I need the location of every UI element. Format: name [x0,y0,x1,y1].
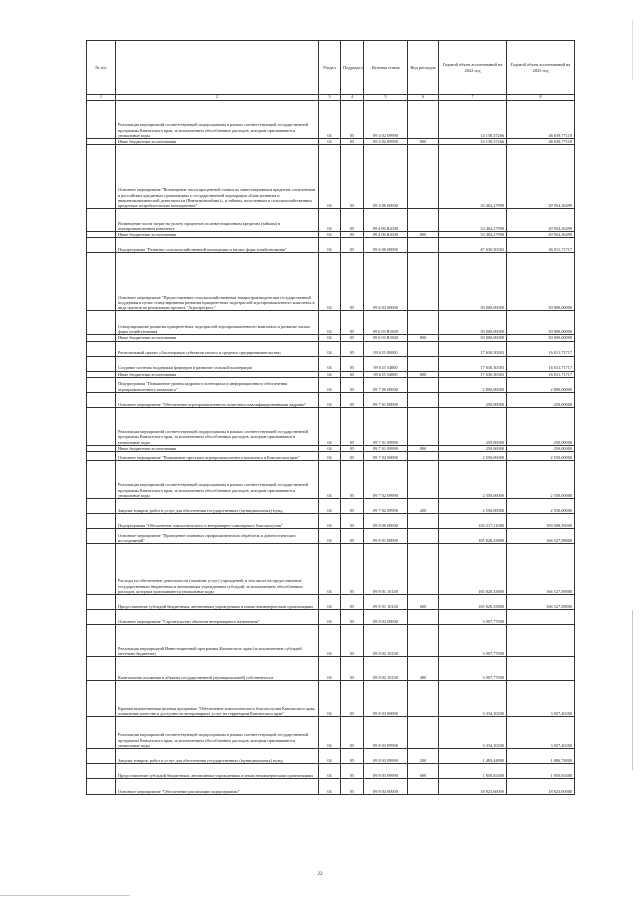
cell-razdel: 04 [319,544,341,595]
header-name [116,41,319,95]
cell-podrazdel: 05 [341,764,364,779]
cell-2022: 17 630,30303 [439,341,507,356]
cell-2023: 250,00000 [507,392,575,407]
cell-2023: 29 954,16499 [507,145,575,209]
cell-podrazdel: 05 [341,625,364,657]
cell-num [87,499,116,514]
cell-name: Иные бюджетные ассигнования [116,139,319,145]
cell-razdel: 04 [319,145,341,209]
cell-podrazdel: 05 [341,749,364,764]
cell-num [87,356,116,371]
cell-vr: 600 [408,764,439,779]
cell-razdel: 04 [319,610,341,625]
column-number: 1 [87,95,116,101]
cell-2022: 3 907,77000 [439,657,507,681]
cell-2022: 33 404,27999 [439,232,507,238]
cell-vr [408,610,439,625]
cell-2022: 18 823,60000 [439,779,507,795]
cell-num [87,101,116,139]
cell-razdel: 04 [319,209,341,232]
cell-razdel: 04 [319,445,341,451]
cell-name: Основное мероприятие "Строительство объектов ветеринарного назначения" [116,610,319,625]
table-row [87,139,575,145]
cell-podrazdel: 05 [341,717,364,749]
cell-name: Основное мероприятие "Предоставление сельскохозяйственным товаропроизводителям государственной поддержки в целях стимулирования развития приоритетных подотраслей агропромышленного комплекса в виде грантов на реализацию проекта "Агропрогресс" [116,253,319,311]
cell-name: Реализация мероприятий Инвестиционной программы Камчатского края (за исключением субсидий местным бюджетам) [116,625,319,657]
table-row [87,145,575,209]
cell-razdel: 04 [319,717,341,749]
cell-vr [408,717,439,749]
cell-2022: 2 550,00000 [439,452,507,461]
table-row [87,779,575,795]
cell-csr: 09 4 06 00000 [364,145,408,209]
cell-2023: 1 850,65400 [507,764,575,779]
table-row [87,610,575,625]
cell-num [87,407,116,445]
cell-2022: 33 404,27999 [439,209,507,232]
cell-podrazdel: 05 [341,238,364,253]
cell-name: Расходы на обеспечение деятельности (оказание услуг) учреждений, в том числе на предоставление государственным бюджетным и автономным учреждениям субсидий, за исключением обособленных расходов, которым присваиваются уникальные коды [116,544,319,595]
table-row [87,335,575,341]
cell-2022: 14 138,57266 [439,139,507,145]
cell-vr [408,209,439,232]
cell-name: Закупка товаров, работ и услуг для обеспечения государственных (муниципальных) нужд [116,499,319,514]
cell-2022: 165 828,33800 [439,595,507,610]
table-row [87,253,575,311]
cell-razdel: 04 [319,461,341,499]
cell-2023: 250,00000 [507,445,575,451]
table-row [87,445,575,451]
cell-num [87,238,116,253]
cell-num [87,209,116,232]
cell-2022: 2 550,00000 [439,499,507,514]
cell-name: Стимулирование развития приоритетных подотраслей агропромышленного комплекса и развитие малых форм хозяйствования [116,311,319,335]
cell-name: Реализация мероприятий соответствующей подпрограммы в рамках соответствующей государственной программы Камчатского края, за исключением обособленных расходов, которым присваиваются уникальные коды [116,407,319,445]
cell-num [87,595,116,610]
cell-razdel: 04 [319,377,341,392]
header-num: № п/п [87,41,116,95]
cell-vr: 800 [408,445,439,451]
column-number: 7 [439,95,507,101]
table-row [87,514,575,529]
cell-podrazdel: 05 [341,514,364,529]
cell-2022: 1 850,65400 [439,764,507,779]
cell-csr: 09 6 I5 00000 [364,341,408,356]
cell-2023: 166 527,58800 [507,529,575,544]
cell-2022: 165 828,33800 [439,529,507,544]
cell-num [87,311,116,335]
cell-vr [408,145,439,209]
table-header-row [87,41,575,95]
cell-razdel: 04 [319,311,341,335]
table-row [87,657,575,681]
cell-csr: 09 8 04 00000 [364,779,408,795]
cell-name: Создание системы поддержки фермеров и развитие сельской кооперации [116,356,319,371]
cell-num [87,749,116,764]
cell-2022: 250,00000 [439,392,507,407]
cell-2022: 2 800,00000 [439,377,507,392]
cell-num [87,341,116,356]
cell-name: Подпрограмма "Обеспечение эпизоотического и ветеринарно-санитарного благополучия" [116,514,319,529]
cell-razdel: 04 [319,407,341,445]
cell-vr [408,253,439,311]
table-row [87,392,575,407]
cell-podrazdel: 05 [341,335,364,341]
cell-podrazdel: 05 [341,341,364,356]
cell-name: Реализация мероприятий соответствующей подпрограммы в рамках соответствующей государственной программы Камчатского края, за исключением обособленных расходов, которым присваиваются уникальные коды [116,717,319,749]
table-row [87,101,575,139]
table-row [87,595,575,610]
cell-csr: 09 7 02 00000 [364,452,408,461]
cell-num [87,657,116,681]
cell-2023: 16 011,71717 [507,356,575,371]
cell-csr: 09 8 01 00000 [364,529,408,544]
cell-vr: 800 [408,139,439,145]
cell-name: Иные бюджетные ассигнования [116,232,319,238]
cell-2023: 189 008,59000 [507,514,575,529]
cell-podrazdel: 05 [341,657,364,681]
header-2022: Годовой объем ассигнований на 2022 год [439,41,507,95]
table-row [87,311,575,335]
cell-podrazdel: 05 [341,101,364,139]
cell-razdel: 04 [319,529,341,544]
cell-num [87,145,116,209]
column-number: 4 [341,95,364,101]
cell-razdel: 04 [319,253,341,311]
cell-2023: 3 657,40200 [507,681,575,717]
cell-podrazdel: 05 [341,392,364,407]
cell-csr: 09 6 I5 54800 [364,356,408,371]
table-row [87,749,575,764]
cell-2022: 1 483,44800 [439,749,507,764]
cell-name: Предоставление субсидий бюджетным, автономным учреждениям и иным некоммерческим организациям [116,595,319,610]
cell-csr: 09 8 02 00000 [364,610,408,625]
cell-name: Иные бюджетные ассигнования [116,371,319,377]
cell-razdel: 04 [319,238,341,253]
column-number: 2 [116,95,319,101]
cell-csr: 09 8 03 09990 [364,764,408,779]
cell-podrazdel: 05 [341,311,364,335]
cell-razdel: 04 [319,392,341,407]
cell-vr [408,461,439,499]
cell-vr [408,779,439,795]
table-row [87,461,575,499]
cell-2023: 30 000,00000 [507,311,575,335]
table-row [87,681,575,717]
cell-csr: 09 8 03 09990 [364,749,408,764]
cell-podrazdel: 05 [341,356,364,371]
cell-num [87,625,116,657]
cell-2023: 16 011,71717 [507,341,575,356]
cell-num [87,253,116,311]
cell-num [87,717,116,749]
cell-2022: 250,00000 [439,407,507,445]
cell-vr: 800 [408,335,439,341]
cell-csr: 09 7 01 00000 [364,392,408,407]
cell-vr [408,514,439,529]
cell-razdel: 04 [319,657,341,681]
cell-razdel: 04 [319,335,341,341]
column-number: 3 [319,95,341,101]
cell-razdel: 04 [319,764,341,779]
cell-num [87,764,116,779]
cell-podrazdel: 05 [341,544,364,595]
cell-podrazdel: 05 [341,499,364,514]
cell-csr: 09 6 00 00000 [364,238,408,253]
cell-name: Подпрограмма "Повышение уровня кадрового потенциала и информационного обеспечения агропромышленного комплекса" [116,377,319,392]
cell-2023: 30 000,00000 [507,253,575,311]
cell-razdel: 04 [319,101,341,139]
cell-name: Региональный проект «Акселерация субъектов малого и среднего предпринимательства» [116,341,319,356]
cell-csr: 09 8 00 00000 [364,514,408,529]
cell-name: Возмещение части затрат на уплату процентов по инвестиционным кредитам (займам) в агропромышленном комплексе [116,209,319,232]
cell-vr [408,311,439,335]
cell-2023: 29 954,16499 [507,209,575,232]
cell-2022: 47 630,30303 [439,238,507,253]
table-row [87,544,575,595]
column-number: 6 [408,95,439,101]
cell-razdel: 04 [319,341,341,356]
cell-num [87,544,116,595]
cell-2022: 250,00000 [439,445,507,451]
cell-razdel: 04 [319,514,341,529]
scan-edge-mark [632,610,633,770]
header-podrazdel: Подраздел [341,41,364,95]
cell-2023: 46 639,77118 [507,101,575,139]
cell-name: Капитальные вложения в объекты государственной (муниципальной) собственности [116,657,319,681]
cell-name: Предоставление субсидий бюджетным, автономным учреждениям и иным некоммерческим организациям [116,764,319,779]
cell-name: Основное мероприятие "Обеспечение реализации подпрограммы" [116,779,319,795]
table-row [87,407,575,445]
cell-2023: 2 800,00000 [507,377,575,392]
cell-name: Иные бюджетные ассигнования [116,335,319,341]
cell-csr: 09 6 03 R5020 [364,335,408,341]
cell-num [87,779,116,795]
header-vr: Вид расходов [408,41,439,95]
cell-2022: 3 907,77000 [439,610,507,625]
cell-razdel: 04 [319,681,341,717]
cell-vr [408,356,439,371]
cell-podrazdel: 05 [341,595,364,610]
table-row [87,341,575,356]
cell-csr: 09 8 03 00000 [364,681,408,717]
cell-csr: 09 7 00 00000 [364,377,408,392]
cell-2023: 3 657,40200 [507,717,575,749]
cell-2023: 46 639,77118 [507,139,575,145]
cell-vr: 200 [408,749,439,764]
cell-name: Основное мероприятие "Проведение плановых профилактических обработок и диагностических исследований" [116,529,319,544]
table-row [87,764,575,779]
cell-podrazdel: 05 [341,610,364,625]
cell-2023: 16 011,71717 [507,371,575,377]
cell-2023: 2 550,00000 [507,461,575,499]
column-number: 8 [507,95,575,101]
column-number: 5 [364,95,408,101]
cell-csr: 09 8 02 10130 [364,625,408,657]
cell-vr: 200 [408,499,439,514]
cell-vr [408,377,439,392]
cell-2023: 30 000,00000 [507,335,575,341]
cell-2022: 17 630,30303 [439,371,507,377]
scan-edge-mark [632,20,633,80]
cell-csr: 09 4 06 R4330 [364,232,408,238]
table-row [87,232,575,238]
cell-name: Основное мероприятие "Повышение престижа агропромышленного комплекса в Камчатском крае" [116,452,319,461]
cell-vr [408,392,439,407]
cell-2022: 3 334,10200 [439,717,507,749]
cell-razdel: 04 [319,452,341,461]
cell-vr [408,101,439,139]
cell-2022: 30 000,00000 [439,335,507,341]
cell-csr: 09 6 03 R5020 [364,311,408,335]
cell-vr [408,452,439,461]
cell-2023 [507,610,575,625]
cell-razdel: 04 [319,749,341,764]
table-row [87,529,575,544]
cell-vr: 400 [408,657,439,681]
cell-podrazdel: 05 [341,209,364,232]
cell-2022: 192 217,11000 [439,514,507,529]
cell-vr [408,681,439,717]
cell-podrazdel: 05 [341,779,364,795]
cell-2022: 14 138,57266 [439,101,507,139]
table-row [87,499,575,514]
table-row [87,452,575,461]
cell-name: Иные бюджетные ассигнования [116,445,319,451]
cell-name: Основное мероприятие "Обеспечение агропромышленного комплекса квалифицированными кадрами" [116,392,319,407]
cell-razdel: 04 [319,371,341,377]
cell-csr: 09 8 01 10140 [364,544,408,595]
cell-podrazdel: 05 [341,377,364,392]
cell-razdel: 04 [319,232,341,238]
cell-razdel: 04 [319,595,341,610]
header-2023: Годовой объем ассигнований на 2023 год [507,41,575,95]
cell-vr [408,529,439,544]
cell-podrazdel: 05 [341,407,364,445]
cell-razdel: 04 [319,356,341,371]
cell-2023: 1 806,74800 [507,749,575,764]
table-row [87,209,575,232]
cell-name: Краевая ведомственная целевая программа "Обеспечение эпизоотического благополучия Камчатского края, повышение качества и доступности ветеринарных услуг на территории Камчатского края" [116,681,319,717]
cell-vr [408,544,439,595]
cell-vr: 600 [408,595,439,610]
table-row [87,377,575,392]
cell-2022: 2 550,00000 [439,461,507,499]
cell-num [87,681,116,717]
cell-csr: 09 4 02 09990 [364,101,408,139]
cell-podrazdel: 05 [341,681,364,717]
page-number: 22 [317,872,323,877]
cell-2022: 165 828,33800 [439,544,507,595]
scan-edge-mark [0,895,130,896]
cell-2023: 166 527,58800 [507,595,575,610]
cell-csr: 09 6 I5 54800 [364,371,408,377]
cell-2023 [507,625,575,657]
cell-csr: 09 7 01 09990 [364,445,408,451]
cell-num [87,610,116,625]
cell-num [87,377,116,392]
header-csr: Целевая статья [364,41,408,95]
cell-csr: 09 8 01 10140 [364,595,408,610]
cell-vr [408,407,439,445]
cell-razdel: 04 [319,779,341,795]
cell-vr: 800 [408,371,439,377]
cell-name: Подпрограмма "Развитие сельскохозяйственной кооперации и малых форм хозяйствования" [116,238,319,253]
cell-razdel: 04 [319,499,341,514]
table-row [87,625,575,657]
cell-2022: 33 404,27999 [439,145,507,209]
cell-podrazdel: 05 [341,461,364,499]
cell-csr: 09 6 03 00000 [364,253,408,311]
table-row [87,717,575,749]
cell-csr: 09 8 02 10130 [364,657,408,681]
table-row [87,356,575,371]
cell-podrazdel: 05 [341,232,364,238]
cell-name: Реализация мероприятий соответствующей подпрограммы в рамках соответствующей государственной программы Камчатского края, за исключением обособленных расходов, которым присваиваются уникальные коды [116,461,319,499]
cell-2023: 250,00000 [507,407,575,445]
cell-2023 [507,657,575,681]
cell-vr: 800 [408,232,439,238]
cell-name: Реализация мероприятий соответствующей подпрограммы в рамках соответствующей государственной программы Камчатского края, за исключением обособленных расходов, которым присваиваются уникальные коды [116,101,319,139]
cell-2022: 17 630,30303 [439,356,507,371]
cell-2023: 2 550,00000 [507,499,575,514]
cell-num [87,514,116,529]
cell-podrazdel: 05 [341,139,364,145]
cell-2022: 3 907,77000 [439,625,507,657]
cell-name: Основное мероприятие "Возмещение части процентной ставки по инвестиционным кредитам, полученным в российских кредитных организациях и государственной корпорации «Банк развития и внешнеэкономической деятельности (Внешэкономбанк)», и займам, полученным в сельскохозяйственных кредитных потребительских кооперативах" [116,145,319,209]
cell-podrazdel: 05 [341,371,364,377]
cell-razdel: 04 [319,625,341,657]
cell-num [87,529,116,544]
cell-podrazdel: 05 [341,445,364,451]
table-row [87,371,575,377]
cell-2022: 3 334,10200 [439,681,507,717]
cell-podrazdel: 05 [341,529,364,544]
cell-csr: 09 7 02 09990 [364,499,408,514]
cell-csr: 09 8 03 09990 [364,717,408,749]
cell-name: Закупка товаров, работ и услуг для обеспечения государственных (муниципальных) нужд [116,749,319,764]
cell-podrazdel: 05 [341,452,364,461]
cell-vr [408,625,439,657]
cell-csr: 09 7 02 09990 [364,461,408,499]
budget-table [86,40,575,795]
cell-razdel: 04 [319,139,341,145]
cell-num [87,392,116,407]
cell-podrazdel: 05 [341,253,364,311]
cell-2023: 18 823,60000 [507,779,575,795]
cell-2023: 29 954,16499 [507,232,575,238]
cell-podrazdel: 05 [341,145,364,209]
cell-2023: 166 527,58800 [507,544,575,595]
table-row [87,238,575,253]
cell-2022: 30 000,00000 [439,253,507,311]
cell-vr [408,341,439,356]
cell-2023: 2 550,00000 [507,452,575,461]
header-razdel: Раздел [319,41,341,95]
cell-csr: 09 4 06 R4330 [364,209,408,232]
cell-csr: 09 4 02 09990 [364,139,408,145]
cell-2022: 30 000,00000 [439,311,507,335]
cell-csr: 09 7 01 09990 [364,407,408,445]
cell-2023: 46 011,71717 [507,238,575,253]
cell-vr [408,238,439,253]
cell-num [87,461,116,499]
cell-num [87,452,116,461]
